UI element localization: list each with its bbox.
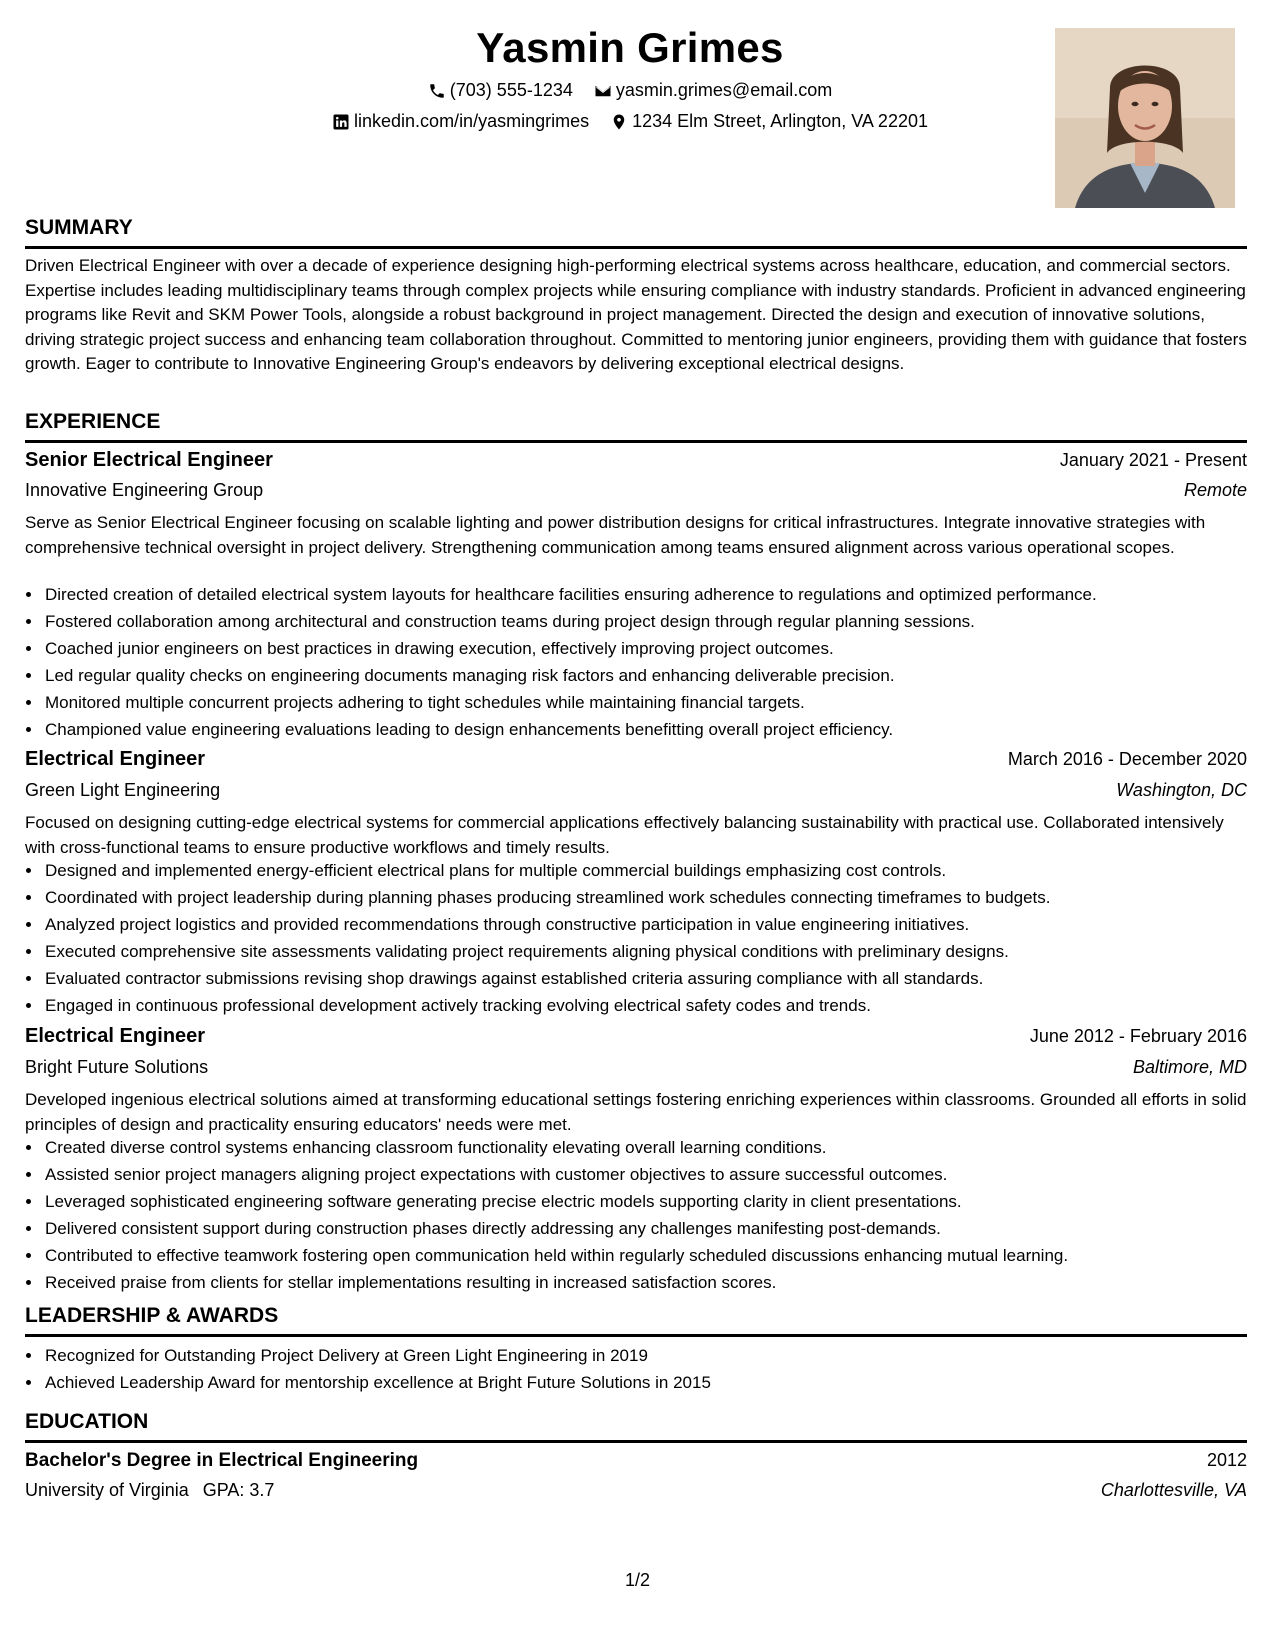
job-location: Baltimore, MD: [1132, 1057, 1247, 1077]
job-dates: March 2016 - December 2020: [1007, 749, 1247, 769]
summary-heading: SUMMARY: [25, 216, 1247, 249]
address-text: 1234 Elm Street, Arlington, VA 22201: [632, 111, 928, 131]
list-item: • Directed creation of detailed electrical system layouts for healthcare facilities ensuring adherence to regulations and optimized performance.: [43, 581, 1265, 608]
job-description: Serve as Senior Electrical Engineer focusing on scalable lighting and power distribution designs for critical infrastructures. Integrate innovative strategies with comprehensive technical oversight in project delivery. Strengthening communication among teams ensured alignment across various operational scopes.: [25, 513, 1206, 557]
list-item: • Delivered consistent support during construction phases directly addressing any challenges manifesting post-demands.: [43, 1215, 1265, 1242]
job-company: Bright Future Solutions: [25, 1057, 209, 1077]
experience-heading: EXPERIENCE: [25, 410, 1247, 443]
job-title: Electrical Engineer: [25, 748, 206, 770]
education-gpa: GPA: 3.7: [202, 1480, 275, 1500]
phone-icon: [428, 82, 446, 100]
education-heading: EDUCATION: [25, 1410, 1247, 1443]
leadership-heading: LEADERSHIP & AWARDS: [25, 1304, 1247, 1337]
linkedin-icon: [332, 113, 350, 131]
candidate-name: Yasmin Grimes: [476, 24, 784, 71]
contact-email[interactable]: [594, 80, 832, 101]
list-item: • Led regular quality checks on engineering documents managing risk factors and enhancing deliverable precision.: [43, 662, 1265, 689]
job-dates: January 2021 - Present: [1059, 450, 1247, 470]
education-school-line: [25, 1480, 274, 1501]
list-item: • Designed and implemented energy-efficient electrical plans for multiple commercial buildings emphasizing cost controls.: [43, 857, 1265, 884]
list-item: • Assisted senior project managers aligning project expectations with customer objectives to assure successful outcomes.: [43, 1161, 1265, 1188]
list-item: • Engaged in continuous professional development actively tracking evolving electrical safety codes and trends.: [43, 992, 1265, 1019]
linkedin-text[interactable]: linkedin.com/in/yasmingrimes: [354, 111, 590, 131]
list-item: • Championed value engineering evaluations leading to design enhancements benefitting overall project efficiency.: [43, 716, 1265, 743]
contact-address: [610, 111, 928, 132]
contact-phone: [428, 80, 573, 101]
contact-linkedin[interactable]: [332, 111, 589, 132]
contact-row-primary: [25, 80, 1235, 105]
job-title: Senior Electrical Engineer: [25, 449, 273, 471]
list-item: • Executed comprehensive site assessments validating project requirements aligning physical conditions with preliminary designs.: [43, 938, 1265, 965]
leadership-list: [25, 1342, 1265, 1396]
education-year: 2012: [1206, 1450, 1247, 1470]
list-item: • Coached junior engineers on best practices in drawing execution, effectively improving project outcomes.: [43, 635, 1265, 662]
email-text[interactable]: yasmin.grimes@email.com: [615, 80, 833, 100]
profile-photo: [1055, 28, 1235, 208]
map-pin-icon: [610, 113, 628, 131]
job-title: Electrical Engineer: [25, 1025, 206, 1047]
list-item: • Fostered collaboration among architectural and construction teams during project design through regular planning sessions.: [43, 608, 1265, 635]
job-dates: June 2012 - February 2016: [1029, 1026, 1247, 1046]
job-location: Remote: [1183, 480, 1247, 500]
list-item: • Evaluated contractor submissions revising shop drawings against established criteria assuring compliance with all standards.: [43, 965, 1265, 992]
profile-photo-image: [1055, 28, 1235, 208]
list-item: • Coordinated with project leadership during planning phases producing streamlined work schedules connecting timeframes to budgets.: [43, 884, 1265, 911]
job-company: Innovative Engineering Group: [25, 480, 264, 500]
list-item: • Created diverse control systems enhancing classroom functionality elevating overall learning conditions.: [43, 1134, 1265, 1161]
job-bullets: [25, 857, 1265, 1019]
phone-text: (703) 555-1234: [449, 80, 573, 100]
contact-row-secondary: [25, 111, 1235, 136]
job-bullets: [25, 1134, 1265, 1296]
job-description: Focused on designing cutting-edge electrical systems for commercial applications effectively balancing sustainability with practical use. Collaborated intensively with cross-functional teams to ensure productive workflows and timely results.: [25, 813, 1224, 857]
envelope-icon: [594, 82, 612, 100]
list-item: • Recognized for Outstanding Project Delivery at Green Light Engineering in 2019: [43, 1342, 1265, 1369]
job-location: Washington, DC: [1116, 780, 1247, 800]
summary-text: Driven Electrical Engineer with over a decade of experience designing high-performing electrical systems across healthcare, education, and commercial sectors. Expertise includes leading multidisciplinary teams through complex projects while ensuring compliance with industry standards. Proficient in advanced engineering programs like Revit and SKM Power Tools, alongside a robust background in project management. Directed the design and execution of innovative solutions, driving strategic project success and enhancing team collaboration throughout. Committed to mentoring junior engineers, providing them with guidance that fosters growth. Eager to contribute to Innovative Engineering Group's endeavors by delivering exceptional electrical designs.: [25, 256, 1247, 373]
list-item: • Monitored multiple concurrent projects adhering to tight schedules while maintaining financial targets.: [43, 689, 1265, 716]
list-item: • Analyzed project logistics and provided recommendations through constructive participation in value engineering initiatives.: [43, 911, 1265, 938]
education-degree: Bachelor's Degree in Electrical Engineering: [25, 1450, 419, 1471]
job-company: Green Light Engineering: [25, 780, 221, 800]
resume-header: [25, 18, 1235, 218]
list-item: • Leveraged sophisticated engineering software generating precise electric models supporting clarity in client presentations.: [43, 1188, 1265, 1215]
list-item: • Received praise from clients for stellar implementations resulting in increased satisfaction scores.: [43, 1269, 1265, 1296]
job-bullets: [25, 581, 1265, 743]
job-description: Developed ingenious electrical solutions aimed at transforming educational settings fostering enriching experiences within classrooms. Grounded all efforts in solid principles of design and practicality ensuring educators' needs were met.: [25, 1090, 1247, 1134]
list-item: • Contributed to effective teamwork fostering open communication held within regularly scheduled discussions enhancing mutual learning.: [43, 1242, 1265, 1269]
page-number: 1/2: [624, 1570, 651, 1590]
education-location: Charlottesville, VA: [1100, 1480, 1247, 1500]
list-item: • Achieved Leadership Award for mentorship excellence at Bright Future Solutions in 2015: [43, 1369, 1265, 1396]
education-school: University of Virginia: [25, 1480, 189, 1500]
